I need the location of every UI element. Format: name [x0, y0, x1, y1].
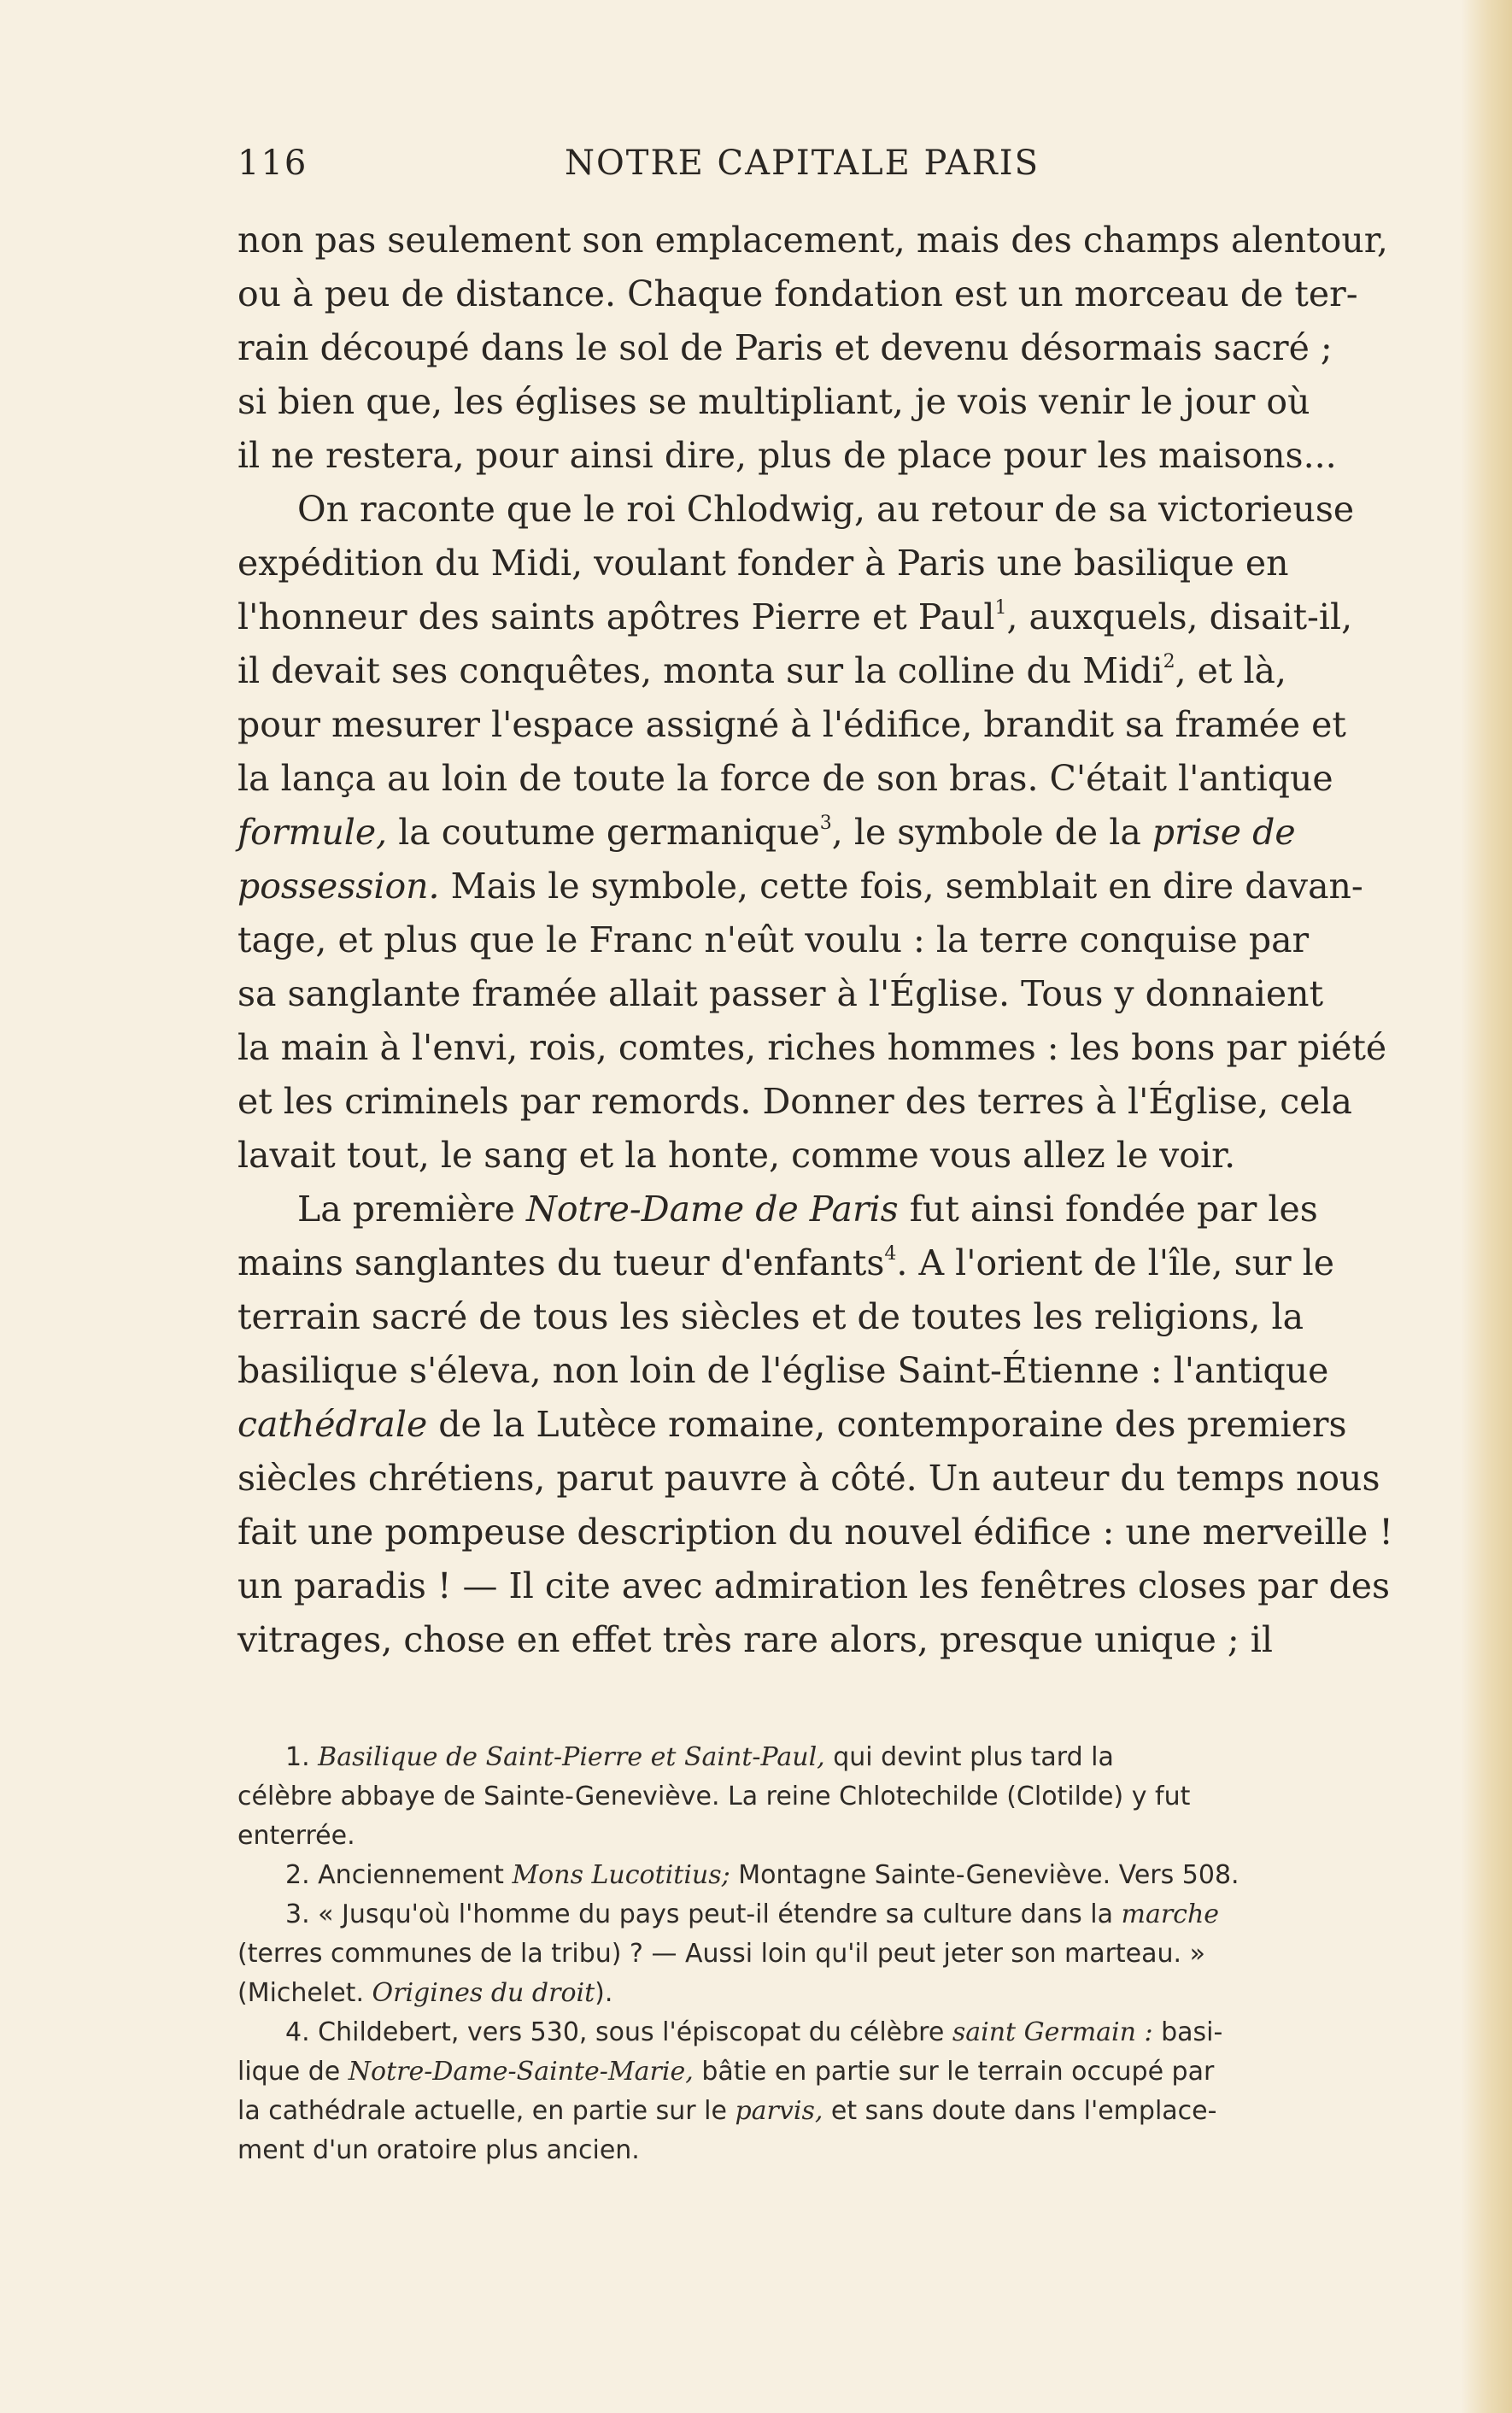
footnote-line: enterrée.: [237, 1821, 355, 1851]
footnote-4: 4. Childebert, vers 530, sous l'épiscopat du célèbre saint Germain : basi-: [285, 2017, 1223, 2047]
text-line: ou à peu de distance. Chaque fondation est un morceau de ter-: [237, 273, 1358, 314]
footnote-ref-2: 2: [1163, 651, 1175, 672]
text-line: il ne restera, pour ainsi dire, plus de place pour les maisons...: [237, 435, 1337, 476]
paragraph-end-line: lavait tout, le sang et la honte, comme vous allez le voir.: [237, 1135, 1236, 1176]
text-line: il devait ses conquêtes, monta sur la colline du Midi$^2$, et là,: [237, 650, 1287, 691]
text-line: non pas seulement son emplacement, mais des champs alentour,: [237, 220, 1388, 261]
footnote-ref-3: 3: [819, 813, 832, 834]
text-line: si bien que, les églises se multipliant, je vois venir le jour où: [237, 381, 1310, 422]
text-line: expédition du Midi, voulant fonder à Paris une basilique en: [237, 543, 1289, 584]
footnote-line: ment d'un oratoire plus ancien.: [237, 2135, 640, 2165]
text-line: l'honneur des saints apôtres Pierre et Paul$^1$, auxquels, disait-il,: [237, 596, 1353, 637]
page-edge-shadow: [1461, 0, 1512, 2413]
footnote-line: la cathédrale actuelle, en partie sur le parvis, et sans doute dans l'emplace-: [237, 2096, 1217, 2126]
footnotes: [237, 1738, 1367, 2170]
footnote-line: lique de Notre-Dame-Sainte-Marie, bâtie en partie sur le terrain occupé par: [237, 2057, 1215, 2087]
text-line: mains sanglantes du tueur d'enfants$^4$. A l'orient de l'île, sur le: [237, 1242, 1335, 1283]
footnote-line: (Michelet. Origines du droit).: [237, 1978, 613, 2008]
text-line: tage, et plus que le Franc n'eût voulu : la terre conquise par: [237, 919, 1310, 960]
page-number: 116: [237, 144, 308, 183]
footnote-line: (terres communes de la tribu) ? — Aussi loin qu'il peut jeter son marteau. »: [237, 1939, 1205, 1969]
text-line: la lança au loin de toute la force de son bras. C'était l'antique: [237, 758, 1333, 799]
text-line: cathédrale de la Lutèce romaine, contemporaine des premiers: [237, 1404, 1347, 1445]
footnote-2: 2. Anciennement Mons Lucotitius; Montagne Sainte-Geneviève. Vers 508.: [285, 1860, 1239, 1890]
footnote-ref-1: 1: [994, 597, 1007, 619]
running-header: [237, 144, 1367, 195]
footnote-1: 1. Basilique de Saint-Pierre et Saint-Paul, qui devint plus tard la: [285, 1742, 1114, 1772]
paragraph-start-line: On raconte que le roi Chlodwig, au retour de sa victorieuse: [297, 489, 1355, 530]
text-line: siècles chrétiens, parut pauvre à côté. Un auteur du temps nous: [237, 1458, 1380, 1499]
footnote-line: célèbre abbaye de Sainte-Geneviève. La reine Chlotechilde (Clotilde) y fut: [237, 1782, 1191, 1811]
text-line: un paradis ! — Il cite avec admiration les fenêtres closes par des: [237, 1565, 1391, 1606]
text-line: fait une pompeuse description du nouvel édifice : une merveille !: [237, 1512, 1393, 1553]
running-title: NOTRE CAPITALE PARIS: [564, 144, 1040, 183]
text-line: pour mesurer l'espace assigné à l'édifice, brandit sa framée et: [237, 704, 1346, 745]
text-line: terrain sacré de tous les siècles et de toutes les religions, la: [237, 1296, 1304, 1337]
text-line: rain découpé dans le sol de Paris et devenu désormais sacré ;: [237, 327, 1333, 368]
text-line: basilique s'éleva, non loin de l'église Saint-Étienne : l'antique: [237, 1350, 1329, 1391]
text-line: la main à l'envi, rois, comtes, riches hommes : les bons par piété: [237, 1027, 1387, 1068]
text-line: et les criminels par remords. Donner des terres à l'Église, cela: [237, 1081, 1352, 1122]
footnote-3: 3. « Jusqu'où l'homme du pays peut-il étendre sa culture dans la marche: [285, 1899, 1220, 1929]
text-line: vitrages, chose en effet très rare alors, presque unique ; il: [237, 1619, 1274, 1660]
footnote-ref-4: 4: [884, 1243, 897, 1265]
text-line: possession. Mais le symbole, cette fois, semblait en dire davan-: [237, 866, 1363, 907]
paragraph-start-line: La première Notre-Dame de Paris fut ainsi fondée par les: [297, 1189, 1318, 1230]
main-text: [237, 214, 1393, 1667]
text-line: formule, la coutume germanique$^3$, le symbole de la prise de: [237, 812, 1296, 853]
text-line: sa sanglante framée allait passer à l'Église. Tous y donnaient: [237, 973, 1324, 1014]
